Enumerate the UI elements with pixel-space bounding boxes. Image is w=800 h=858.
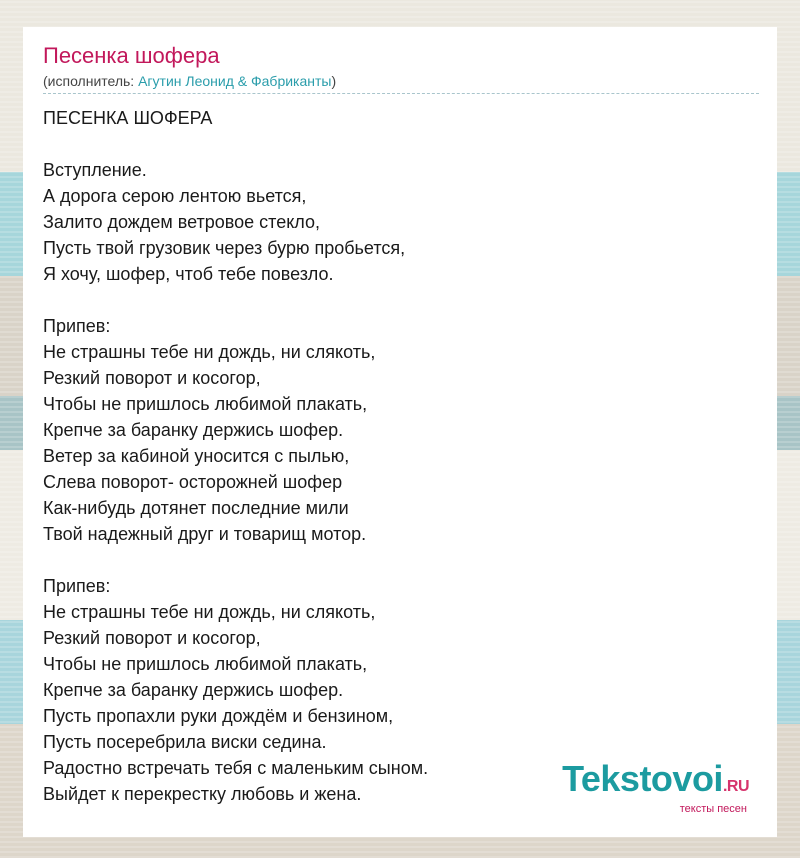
lyrics-line: ПЕСЕНКА ШОФЕРА bbox=[43, 108, 213, 128]
lyrics-line: Припев: bbox=[43, 576, 111, 596]
lyrics-line: Вступление. bbox=[43, 160, 147, 180]
lyrics-line: Радостно встречать тебя с маленьким сыном. bbox=[43, 758, 429, 778]
lyrics-line: Выйдет к перекрестку любовь и жена. bbox=[43, 784, 362, 804]
song-meta bbox=[43, 73, 336, 89]
artist-link[interactable]: Агутин Леонид & Фабриканты bbox=[138, 73, 332, 89]
lyrics-line: Я хочу, шофер, чтоб тебе повезло. bbox=[43, 264, 334, 284]
lyrics-line: А дорога серою лентою вьется, bbox=[43, 186, 307, 206]
lyrics-blank-line bbox=[43, 287, 753, 313]
lyrics-line: Резкий поворот и косогор, bbox=[43, 628, 261, 648]
lyrics-blank-line bbox=[43, 131, 753, 157]
lyrics-line: Пусть твой грузовик через бурю пробьется, bbox=[43, 238, 406, 258]
lyrics-line: Не страшны тебе ни дождь, ни слякоть, bbox=[43, 602, 376, 622]
lyrics-line: Пусть посеребрила виски седина. bbox=[43, 732, 327, 752]
lyrics-line: Залито дождем ветровое стекло, bbox=[43, 212, 321, 232]
logo-tagline: тексты песен bbox=[679, 803, 747, 815]
site-logo[interactable] bbox=[562, 758, 749, 815]
lyrics-line: Твой надежный друг и товарищ мотор. bbox=[43, 524, 367, 544]
lyrics-text bbox=[43, 105, 753, 807]
meta-suffix: ) bbox=[331, 73, 337, 89]
lyrics-blank-line bbox=[43, 547, 753, 573]
lyrics-line: Чтобы не пришлось любимой плакать, bbox=[43, 654, 368, 674]
lyrics-line: Ветер за кабиной уносится с пылью, bbox=[43, 446, 350, 466]
logo-tld: .RU bbox=[722, 778, 749, 795]
lyrics-line: Крепче за баранку держись шофер. bbox=[43, 420, 344, 440]
song-title: Песенка шофера bbox=[43, 43, 220, 68]
lyrics-line: Слева поворот- осторожней шофер bbox=[43, 472, 343, 492]
lyrics-line: Резкий поворот и косогор, bbox=[43, 368, 261, 388]
lyrics-card bbox=[23, 27, 777, 837]
logo-wordmark bbox=[562, 758, 749, 805]
meta-prefix: (исполнитель: bbox=[43, 73, 139, 89]
lyrics-line: Припев: bbox=[43, 316, 111, 336]
lyrics-line: Пусть пропахли руки дождём и бензином, bbox=[43, 706, 394, 726]
divider bbox=[43, 93, 759, 94]
logo-name: Tekstovoi bbox=[562, 758, 723, 799]
lyrics-line: Не страшны тебе ни дождь, ни слякоть, bbox=[43, 342, 376, 362]
lyrics-line: Крепче за баранку держись шофер. bbox=[43, 680, 344, 700]
lyrics-line: Чтобы не пришлось любимой плакать, bbox=[43, 394, 368, 414]
lyrics-line: Как-нибудь дотянет последние мили bbox=[43, 498, 349, 518]
